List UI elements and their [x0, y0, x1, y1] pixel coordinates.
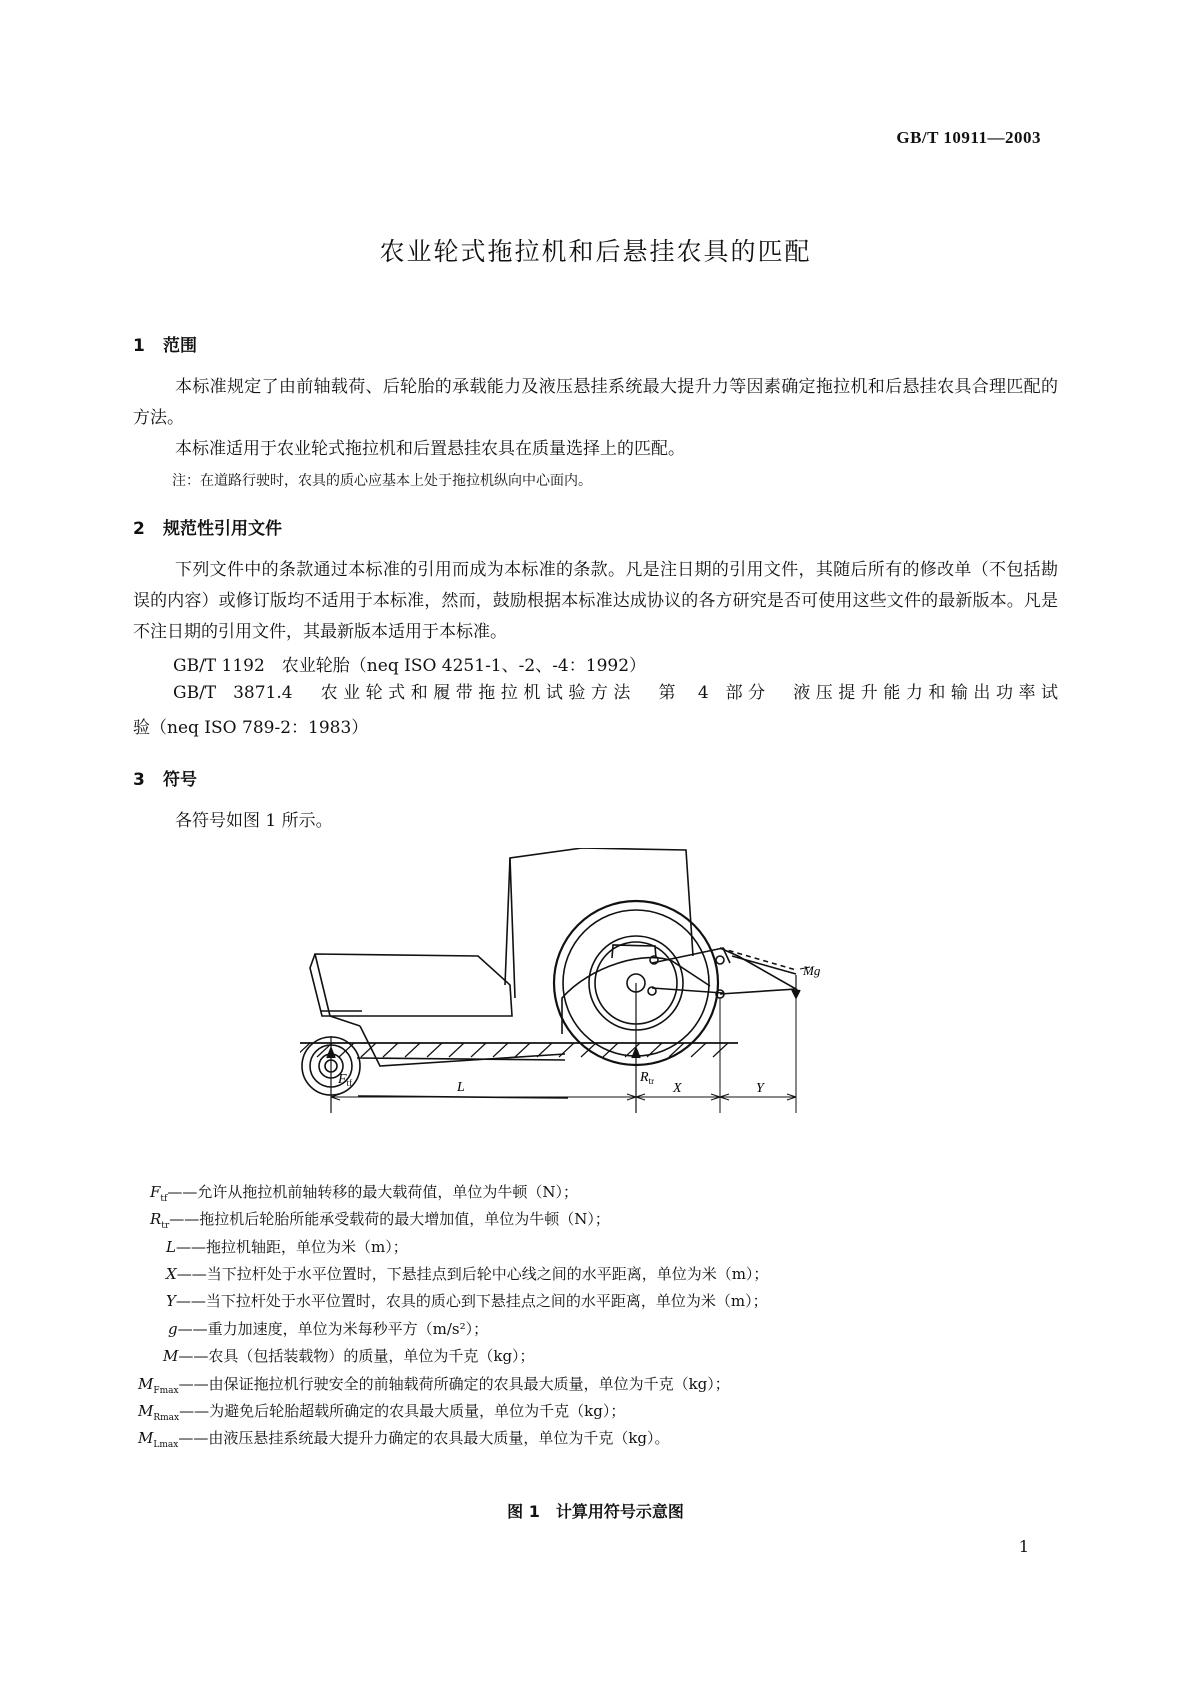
legend-description: ——当下拉杆处于水平位置时，农具的质心到下悬挂点之间的水平距离，单位为米（m）； [175, 1292, 768, 1310]
legend-item [163, 1345, 535, 1366]
standard-number: GB/T 10911—2003 [896, 128, 1041, 147]
label-l: L [457, 1080, 465, 1095]
legend-description: ——由液压悬挂系统最大提升力确定的农具最大质量，单位为千克（kg）。 [178, 1429, 670, 1447]
section-3-paragraph-1: 各符号如图 1 所示。 [175, 811, 333, 831]
section-3-heading: 3 符号 [133, 770, 197, 790]
label-x: X [673, 1081, 682, 1096]
legend-description: ——农具（包括装载物）的质量，单位为千克（kg）； [178, 1347, 535, 1365]
legend-symbol: g [168, 1320, 178, 1338]
legend-symbol: Y [166, 1292, 176, 1310]
legend-symbol: $R_{tr}$ [150, 1210, 170, 1231]
legend-description: ——为避免后轮胎超载所确定的农具最大质量，单位为千克（kg）； [179, 1402, 626, 1420]
legend-symbol: $M_{Lmax}$ [138, 1429, 179, 1450]
legend-item [150, 1181, 578, 1204]
legend-item [168, 1318, 488, 1339]
section-1-paragraph-2: 本标准适用于农业轮式拖拉机和后置悬挂农具在质量选择上的匹配。 [175, 439, 685, 459]
section-1-note: 注：在道路行驶时，农具的质心应基本上处于拖拉机纵向中心面内。 [172, 473, 592, 489]
legend-item [166, 1263, 768, 1284]
reference-2-continuation: 验（neq ISO 789-2：1983） [133, 718, 369, 738]
legend-item [166, 1290, 768, 1311]
label-mg: Mg [803, 963, 821, 978]
legend-item [138, 1373, 730, 1396]
legend-description: ——允许从拖拉机前轴转移的最大载荷值，单位为牛顿（N）； [167, 1183, 579, 1201]
legend-description: ——当下拉杆处于水平位置时，下悬挂点到后轮中心线之间的水平距离，单位为米（m）； [176, 1265, 769, 1283]
legend-symbol: L [166, 1238, 176, 1256]
legend-description: ——拖拉机轴距，单位为米（m）； [175, 1238, 408, 1256]
page-number: 1 [1018, 1537, 1029, 1556]
figure-caption: 图 1 计算用符号示意图 [507, 1502, 684, 1521]
legend-description: ——由保证拖拉机行驶安全的前轴载荷所确定的农具最大质量，单位为千克（kg）； [178, 1375, 730, 1393]
section-2-heading: 2 规范性引用文件 [133, 519, 282, 539]
legend-description: ——拖拉机后轮胎所能承受载荷的最大增加值，单位为牛顿（N）； [169, 1210, 610, 1228]
legend-symbol: M [163, 1347, 179, 1365]
legend-symbol: $M_{Rmax}$ [138, 1402, 180, 1423]
legend-symbol: $F_{tf}$ [150, 1183, 168, 1204]
legend-item [150, 1208, 610, 1231]
legend-item [138, 1400, 625, 1423]
label-y: Y [756, 1081, 764, 1096]
label-ftf: $F_{tf}$ [338, 1072, 353, 1088]
legend-symbol: $M_{Fmax}$ [138, 1375, 179, 1396]
reference-2: GB/T 3871.4 农业轮式和履带拖拉机试验方法 第 4 部分 液压提升能力和输出功率试 [173, 683, 1058, 703]
reference-1: GB/T 1192 农业轮胎（neq ISO 4251-1、-2、-4：1992） [173, 656, 647, 676]
legend-symbol: X [166, 1265, 177, 1283]
legend-description: ——重力加速度，单位为米每秒平方（m/s²）； [177, 1320, 489, 1338]
section-1-paragraph-1: 本标准规定了由前轴载荷、后轮胎的承载能力及液压悬挂系统最大提升力等因素确定拖拉机和后悬挂农具合理匹配的方法。 [133, 377, 1058, 428]
legend-item [138, 1427, 670, 1450]
document-title: 农业轮式拖拉机和后悬挂农具的匹配 [379, 237, 812, 266]
tractor-symbol-diagram [300, 848, 900, 1183]
section-2-paragraph-1: 下列文件中的条款通过本标准的引用而成为本标准的条款。凡是注日期的引用文件，其随后所有的修改单（不包括勘误的内容）或修订版均不适用于本标准，然而，鼓励根据本标准达成协议的各方研究是否可使用这些文件的最新版本。凡是不注日期的引用文件，其最新版本适用于本标准。 [133, 560, 1058, 642]
legend-item [166, 1236, 408, 1257]
label-rtr: $R_{tr}$ [640, 1070, 655, 1086]
section-1-heading: 1 范围 [133, 336, 197, 356]
